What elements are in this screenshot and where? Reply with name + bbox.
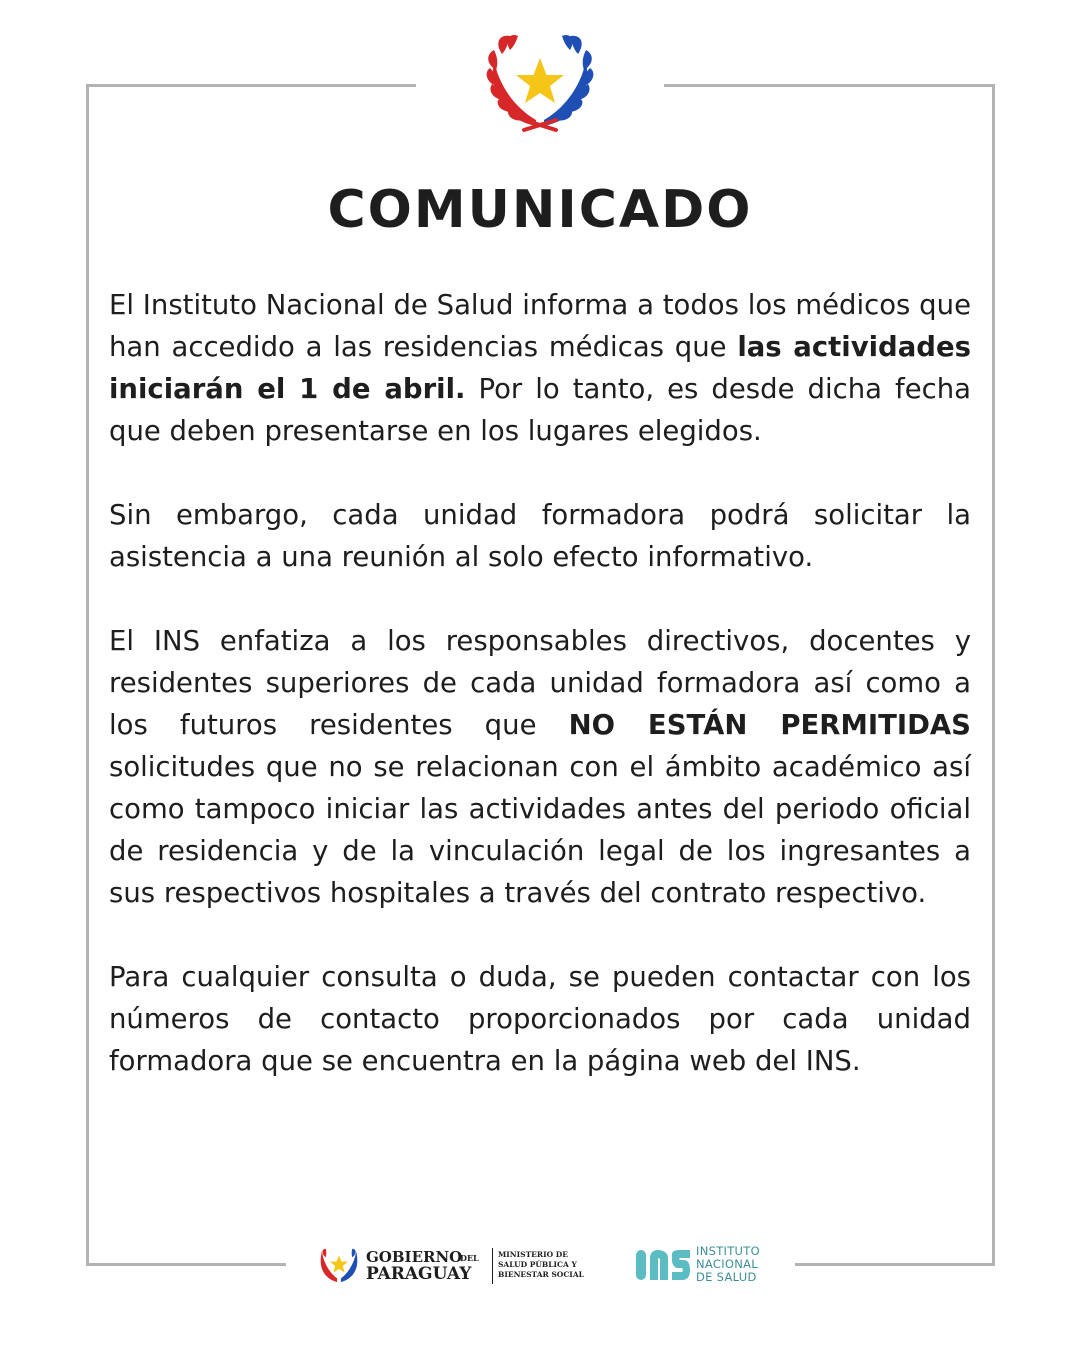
ins-line-2: NACIONAL (696, 1257, 759, 1271)
footer-ins-logo (636, 1244, 776, 1284)
footer-divider (492, 1248, 493, 1284)
communique-body (109, 284, 971, 1124)
gov-word-del: DEL (460, 1253, 479, 1263)
highlight-not-allowed: NO ESTÁN PERMITIDAS (568, 709, 971, 741)
ministry-line-2: SALUD PÚBLICA Y (498, 1260, 577, 1269)
ins-logo-icon (636, 1246, 690, 1284)
paragraph-text: Para cualquier consulta o duda, se pueden contactar con los números de contacto proporcionados por cada unidad formadora que se encuentra en la página web del INS. (109, 961, 971, 1077)
paragraph-start-date (109, 284, 971, 452)
ins-line-1: INSTITUTO (696, 1244, 760, 1258)
highlight-start-date: las actividades iniciarán el 1 de abril. (109, 331, 972, 405)
paragraph-text: El Instituto Nacional de Salud informa a todos los médicos que han accedido a las residencias médicas que (109, 289, 971, 363)
national-emblem-star-laurel-icon (484, 30, 596, 136)
frame-bottom-left (86, 1263, 286, 1266)
gov-word-paraguay: PARAGUAY (366, 1264, 472, 1284)
paragraph-text: El INS enfatiza a los responsables directivos, docentes y residentes superiores de cada unidad formadora así como a los futuros residentes que (109, 625, 971, 741)
paragraph-restrictions (109, 620, 971, 914)
paragraph-text: solicitudes que no se relacionan con el ámbito académico así como tampoco iniciar las actividades antes del periodo oficial de residencia y de la vinculación legal de los ingresantes a sus respectivos hospitales a través del contrato respectivo. (109, 751, 971, 909)
frame-right (992, 84, 995, 1266)
frame-top-right (664, 84, 995, 87)
ministry-line-1: MINISTERIO DE (498, 1250, 568, 1259)
paragraph-informative-meeting (109, 494, 971, 578)
ministry-line-3: BIENESTAR SOCIAL (498, 1270, 584, 1279)
frame-left (86, 84, 89, 1266)
paragraph-contact (109, 956, 971, 1082)
paragraph-text: Sin embargo, cada unidad formadora podrá solicitar la asistencia a una reunión al solo efecto informativo. (109, 499, 971, 573)
paragraph-text: Por lo tanto, es desde dicha fecha que deben presentarse en los lugares elegidos. (109, 373, 972, 447)
footer-government-logo (318, 1244, 608, 1288)
national-emblem-icon (318, 1244, 360, 1286)
ins-line-3: DE SALUD (696, 1270, 757, 1284)
frame-top-left (86, 84, 416, 87)
page-title: COMUNICADO (327, 180, 753, 240)
gov-word-gobierno: GOBIERNO (366, 1248, 463, 1266)
frame-bottom-right (795, 1263, 995, 1266)
